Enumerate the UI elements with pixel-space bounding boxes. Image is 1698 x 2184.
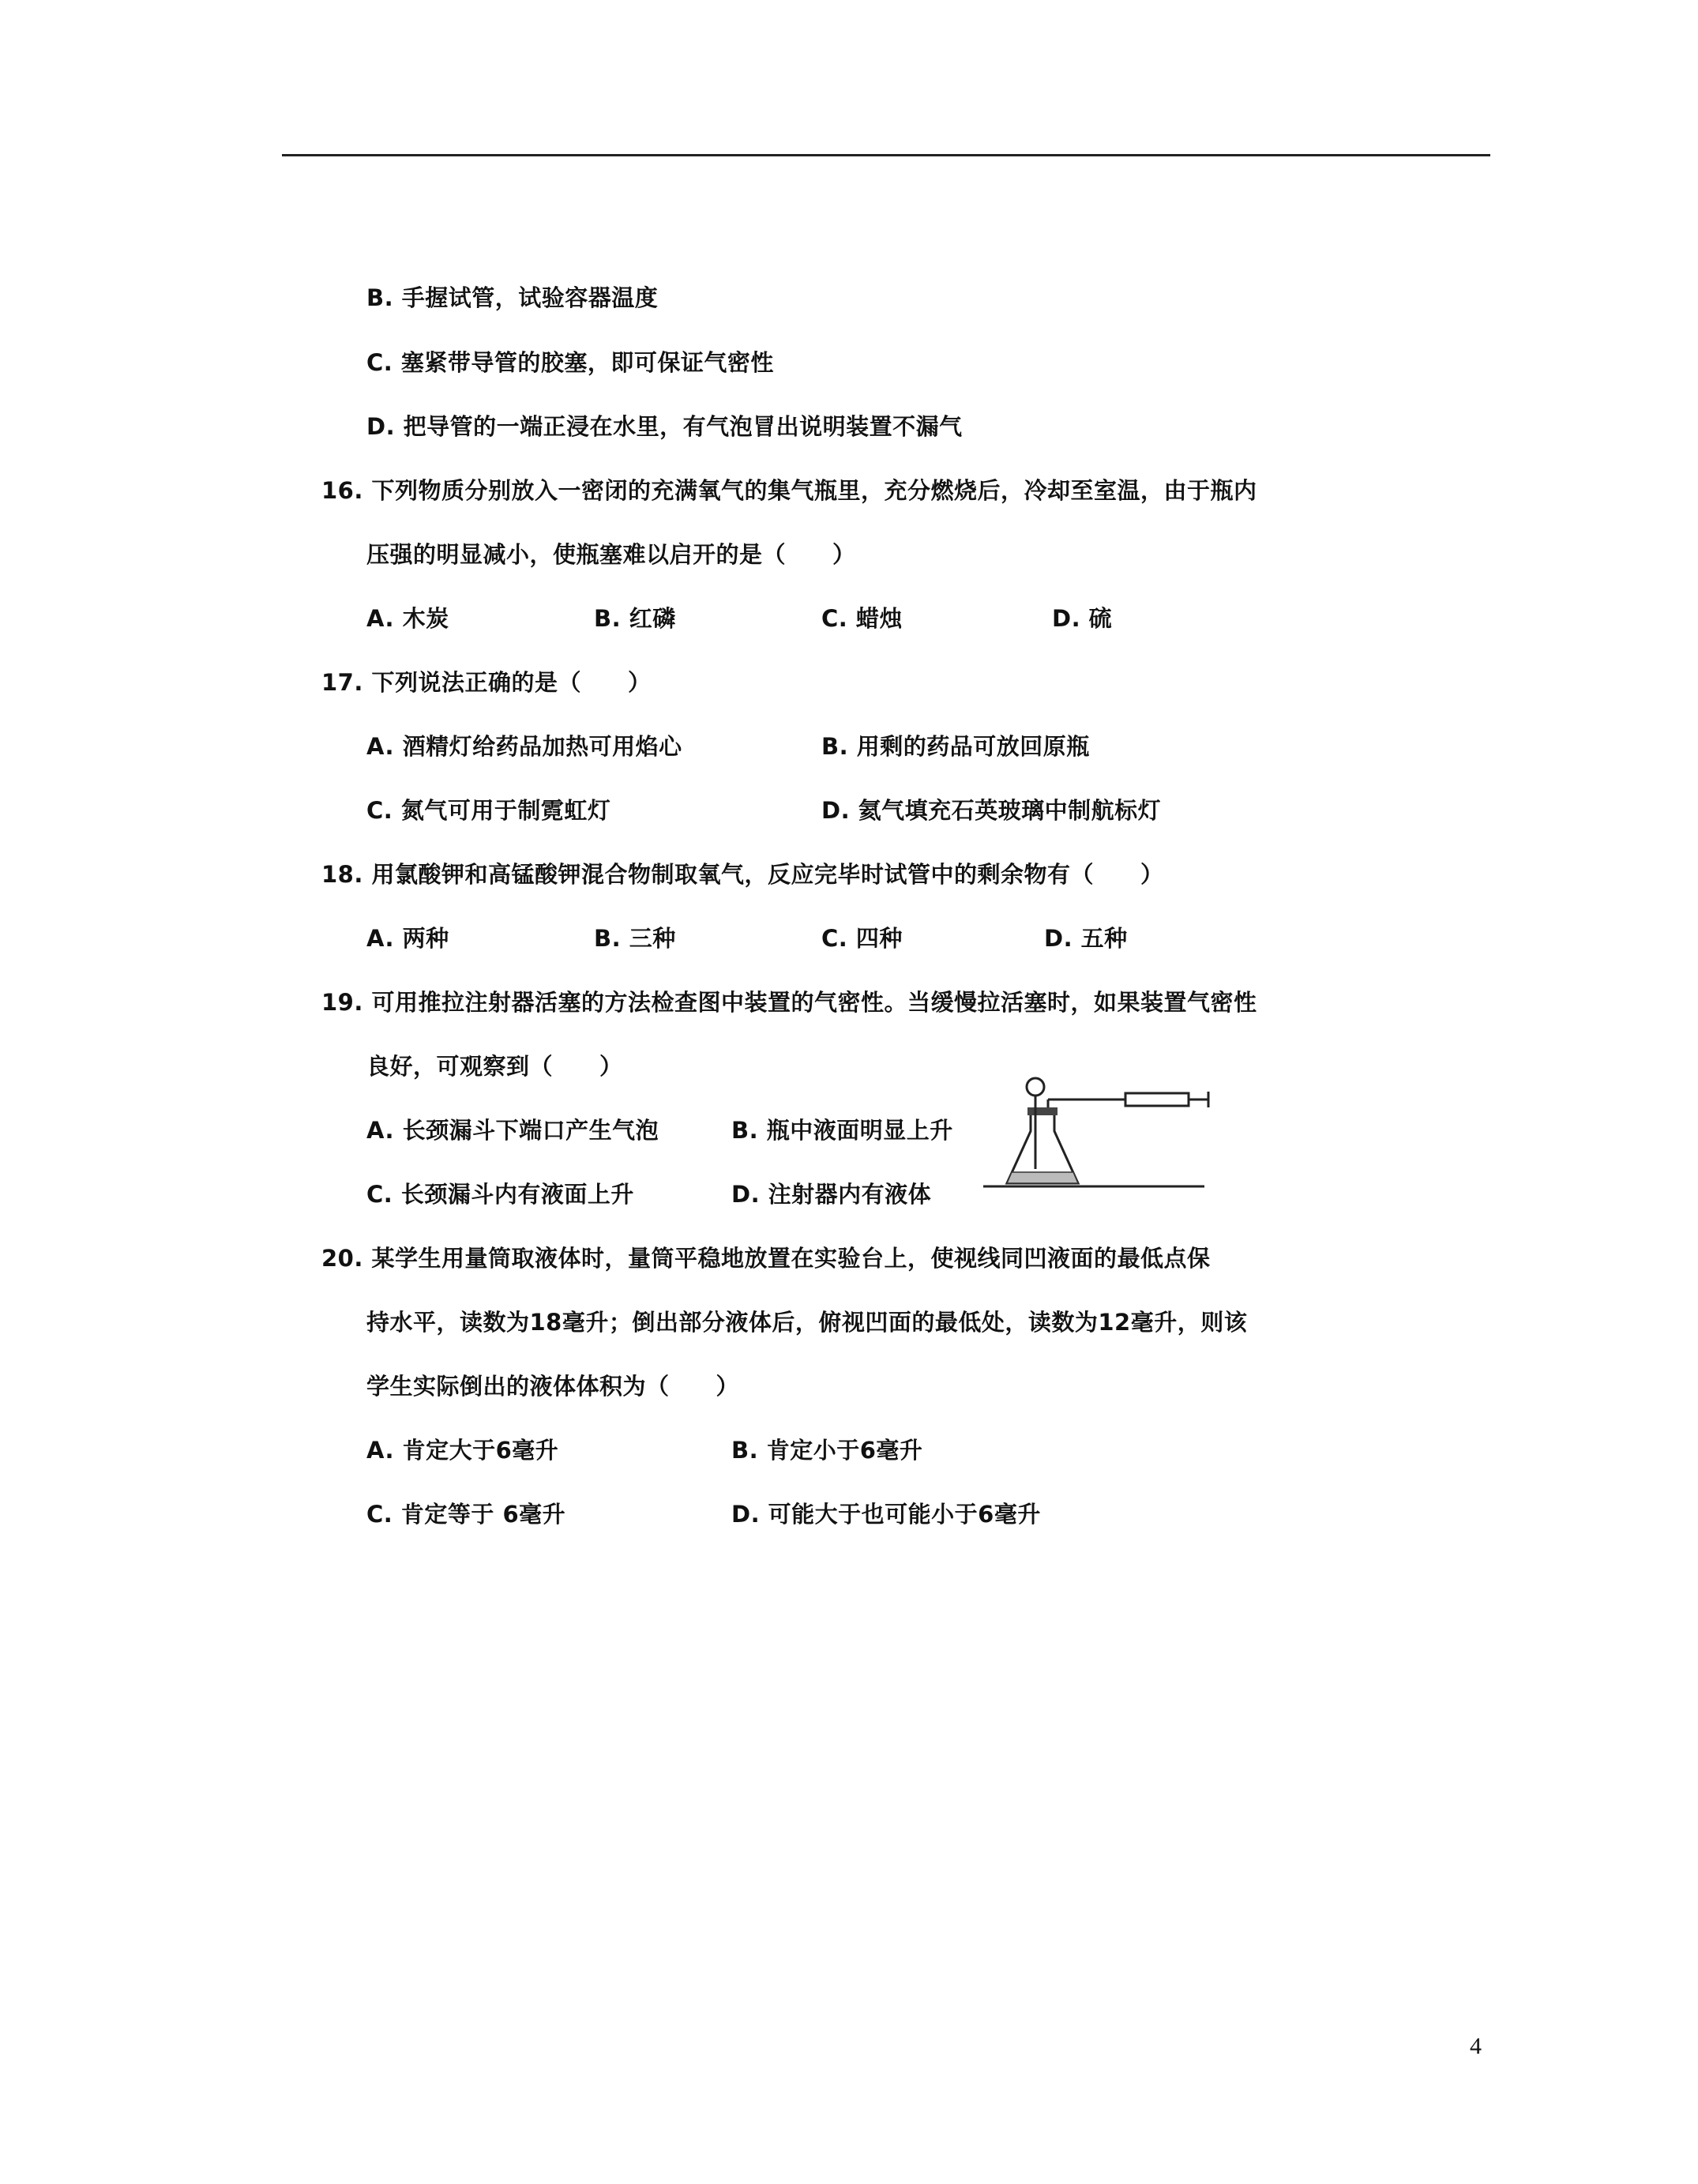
q18-option-b: B. 三种: [594, 925, 676, 952]
q16-option-b: B. 红磷: [594, 605, 676, 632]
q16-stem-line1: 16. 下列物质分别放入一密闭的充满氧气的集气瓶里，充分燃烧后，冷却至室温，由于瓶内: [321, 477, 1257, 504]
q19-stem-line2: 良好，可观察到（ ）: [366, 1053, 623, 1080]
q19-option-d: D. 注射器内有液体: [731, 1181, 932, 1208]
header-rule: [282, 154, 1490, 156]
q15-option-b: B. 手握试管，试验容器温度: [366, 284, 659, 311]
page-number: 4: [1470, 2033, 1482, 2059]
q17-option-b: B. 用剩的药品可放回原瓶: [821, 733, 1090, 760]
q18-option-c: C. 四种: [821, 925, 903, 952]
q15-option-d: D. 把导管的一端正浸在水里，有气泡冒出说明装置不漏气: [366, 413, 963, 440]
q19-option-b: B. 瓶中液面明显上升: [731, 1117, 953, 1144]
q15-option-c: C. 塞紧带导管的胶塞，即可保证气密性: [366, 349, 774, 376]
q16-stem-line2: 压强的明显减小，使瓶塞难以启开的是（ ）: [366, 541, 856, 568]
q18-stem: 18. 用氯酸钾和高锰酸钾混合物制取氧气，反应完毕时试管中的剩余物有（ ）: [321, 861, 1164, 888]
flask-liquid: [1007, 1172, 1078, 1183]
q17-option-a: A. 酒精灯给药品加热可用焰心: [366, 733, 682, 760]
rubber-stopper: [1027, 1107, 1057, 1115]
q17-stem: 17. 下列说法正确的是（ ）: [321, 669, 652, 696]
q20-stem-line1: 20. 某学生用量筒取液体时，量筒平稳地放置在实验台上，使视线同凹液面的最低点保: [321, 1245, 1211, 1272]
q16-option-c: C. 蜡烛: [821, 605, 903, 632]
q16-option-d: D. 硫: [1052, 605, 1113, 632]
q20-option-b: B. 肯定小于6毫升: [731, 1437, 923, 1464]
q20-option-a: A. 肯定大于6毫升: [366, 1437, 559, 1464]
q19-stem-line1: 19. 可用推拉注射器活塞的方法检查图中装置的气密性。当缓慢拉活塞时，如果装置气密性: [321, 989, 1257, 1016]
q17-option-c: C. 氮气可用于制霓虹灯: [366, 797, 611, 824]
q20-stem-line3: 学生实际倒出的液体体积为（ ）: [366, 1373, 740, 1400]
q16-option-a: A. 木炭: [366, 605, 449, 632]
syringe-barrel: [1125, 1093, 1189, 1106]
funnel-bulb: [1027, 1078, 1044, 1096]
q20-option-d: D. 可能大于也可能小于6毫升: [731, 1501, 1041, 1528]
q19-option-a: A. 长颈漏斗下端口产生气泡: [366, 1117, 659, 1144]
q18-option-d: D. 五种: [1044, 925, 1128, 952]
airtightness-apparatus-diagram: [983, 1076, 1220, 1202]
q20-stem-line2: 持水平，读数为18毫升；倒出部分液体后，俯视凹面的最低处，读数为12毫升，则该: [366, 1309, 1248, 1336]
q17-option-d: D. 氦气填充石英玻璃中制航标灯: [821, 797, 1162, 824]
q18-option-a: A. 两种: [366, 925, 449, 952]
q19-option-c: C. 长颈漏斗内有液面上升: [366, 1181, 634, 1208]
q20-option-c: C. 肯定等于 6毫升: [366, 1501, 566, 1528]
